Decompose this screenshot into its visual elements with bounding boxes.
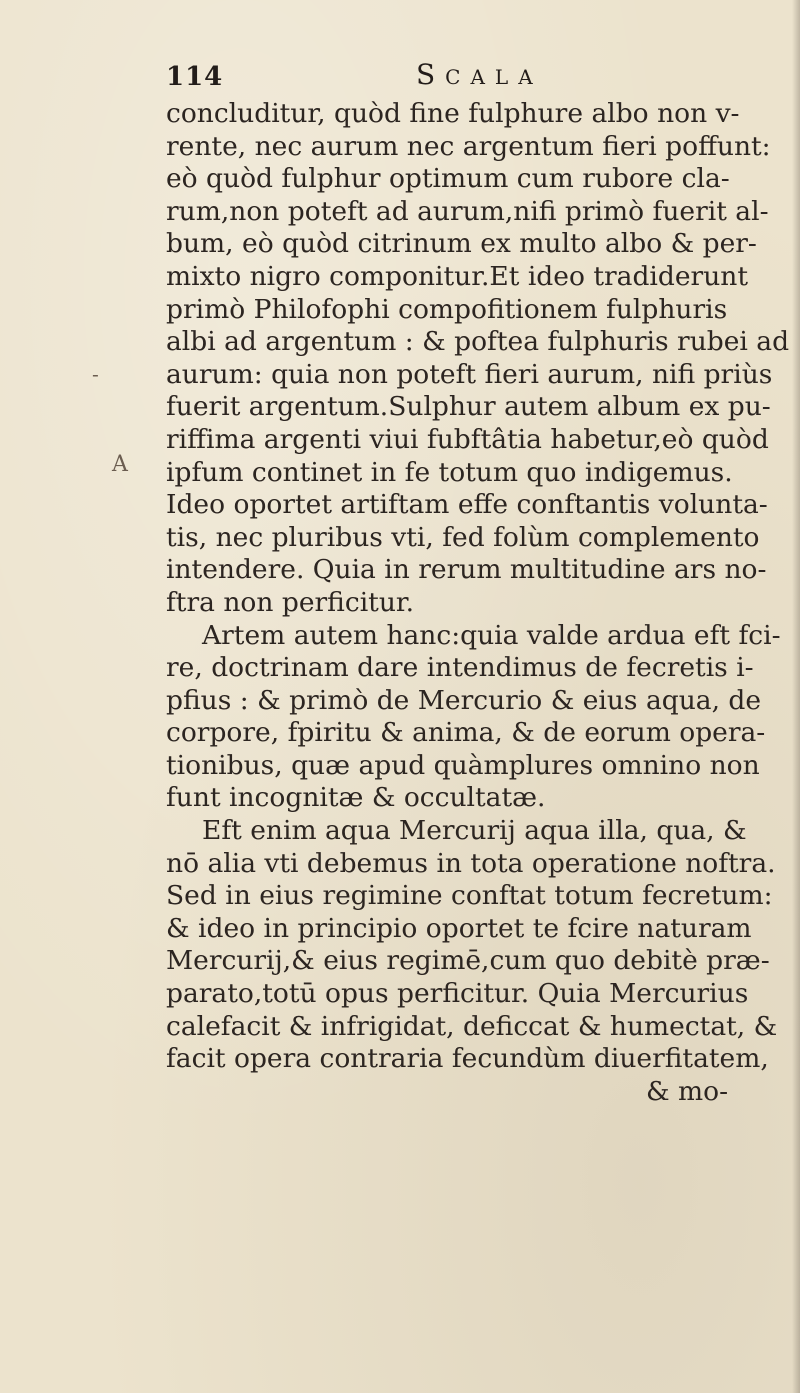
text-line: rum,non poteft ad aurum,nifi primò fuerit al- xyxy=(166,195,769,227)
text-line: riffima argenti viui fubftâtia habetur,eò quòd xyxy=(166,423,769,455)
text-line: Mercurij,& eius regimē,cum quo debitè præ- xyxy=(166,945,770,977)
text-line: ftra non perficitur. xyxy=(166,586,415,618)
text-line: Eft enim aqua Mercurij aqua illa, qua, & xyxy=(202,815,747,847)
text-line: tionibus, quæ apud quàmplures omnino non xyxy=(166,749,760,781)
text-line: primò Philofophi compofitionem fulphuris xyxy=(166,293,728,325)
page-edge-shadow xyxy=(792,0,800,1393)
running-head: Scala xyxy=(416,58,543,91)
body-text xyxy=(166,98,796,1108)
text-line: aurum: quia non poteft fieri aurum, nifi priùs xyxy=(166,358,773,390)
text-line: mixto nigro componitur.Et ideo tradiderunt xyxy=(166,260,748,292)
text-line: corpore, fpiritu & anima, & de eorum opera- xyxy=(166,717,766,749)
text-line: & ideo in principio oportet te fcire naturam xyxy=(166,912,752,944)
text-line: parato,totū opus perficitur. Quia Mercurius xyxy=(166,978,749,1010)
text-line: intendere. Quia in rerum multitudine ars no- xyxy=(166,554,767,586)
text-line: facit opera contraria fecundùm diuerfitatem, xyxy=(166,1043,769,1075)
text-line: re, doctrinam dare intendimus de fecretis i- xyxy=(166,652,754,684)
text-line: ipfum continet in fe totum quo indigemus. xyxy=(166,456,733,488)
text-line: Sed in eius regimine conftat totum fecretum: xyxy=(166,880,773,912)
margin-dash-mark: - xyxy=(92,362,99,386)
page-header xyxy=(0,54,800,94)
page-number: 114 xyxy=(166,62,224,92)
text-line: concluditur, quòd fine fulphure albo non v- xyxy=(166,98,740,129)
text-line: pfius : & primò de Mercurio & eius aqua, de xyxy=(166,684,762,716)
text-line: albi ad argentum : & poftea fulphuris rubei ad xyxy=(166,326,790,358)
text-line: calefacit & infrigidat, deficcat & humectat, & xyxy=(166,1010,778,1042)
text-line: funt incognitæ & occultatæ. xyxy=(166,782,546,814)
text-line: eò quòd fulphur optimum cum rubore cla- xyxy=(166,163,730,195)
margin-letter-mark: A xyxy=(112,452,128,477)
text-line: bum, eò quòd citrinum ex multo albo & per- xyxy=(166,228,757,260)
text-line: rente, nec aurum nec argentum fieri poffunt: xyxy=(166,130,771,162)
text-line: fuerit argentum.Sulphur autem album ex pu- xyxy=(166,391,771,423)
text-line: tis, nec pluribus vti, fed folùm complemento xyxy=(166,521,760,553)
text-line: nō alia vti debemus in tota operatione noftra. xyxy=(166,847,776,879)
text-line: Artem autem hanc:quia valde ardua eft fci- xyxy=(202,619,781,651)
text-line: Ideo oportet artiftam effe conftantis volunta- xyxy=(166,489,768,521)
catchword: & mo- xyxy=(646,1075,729,1107)
